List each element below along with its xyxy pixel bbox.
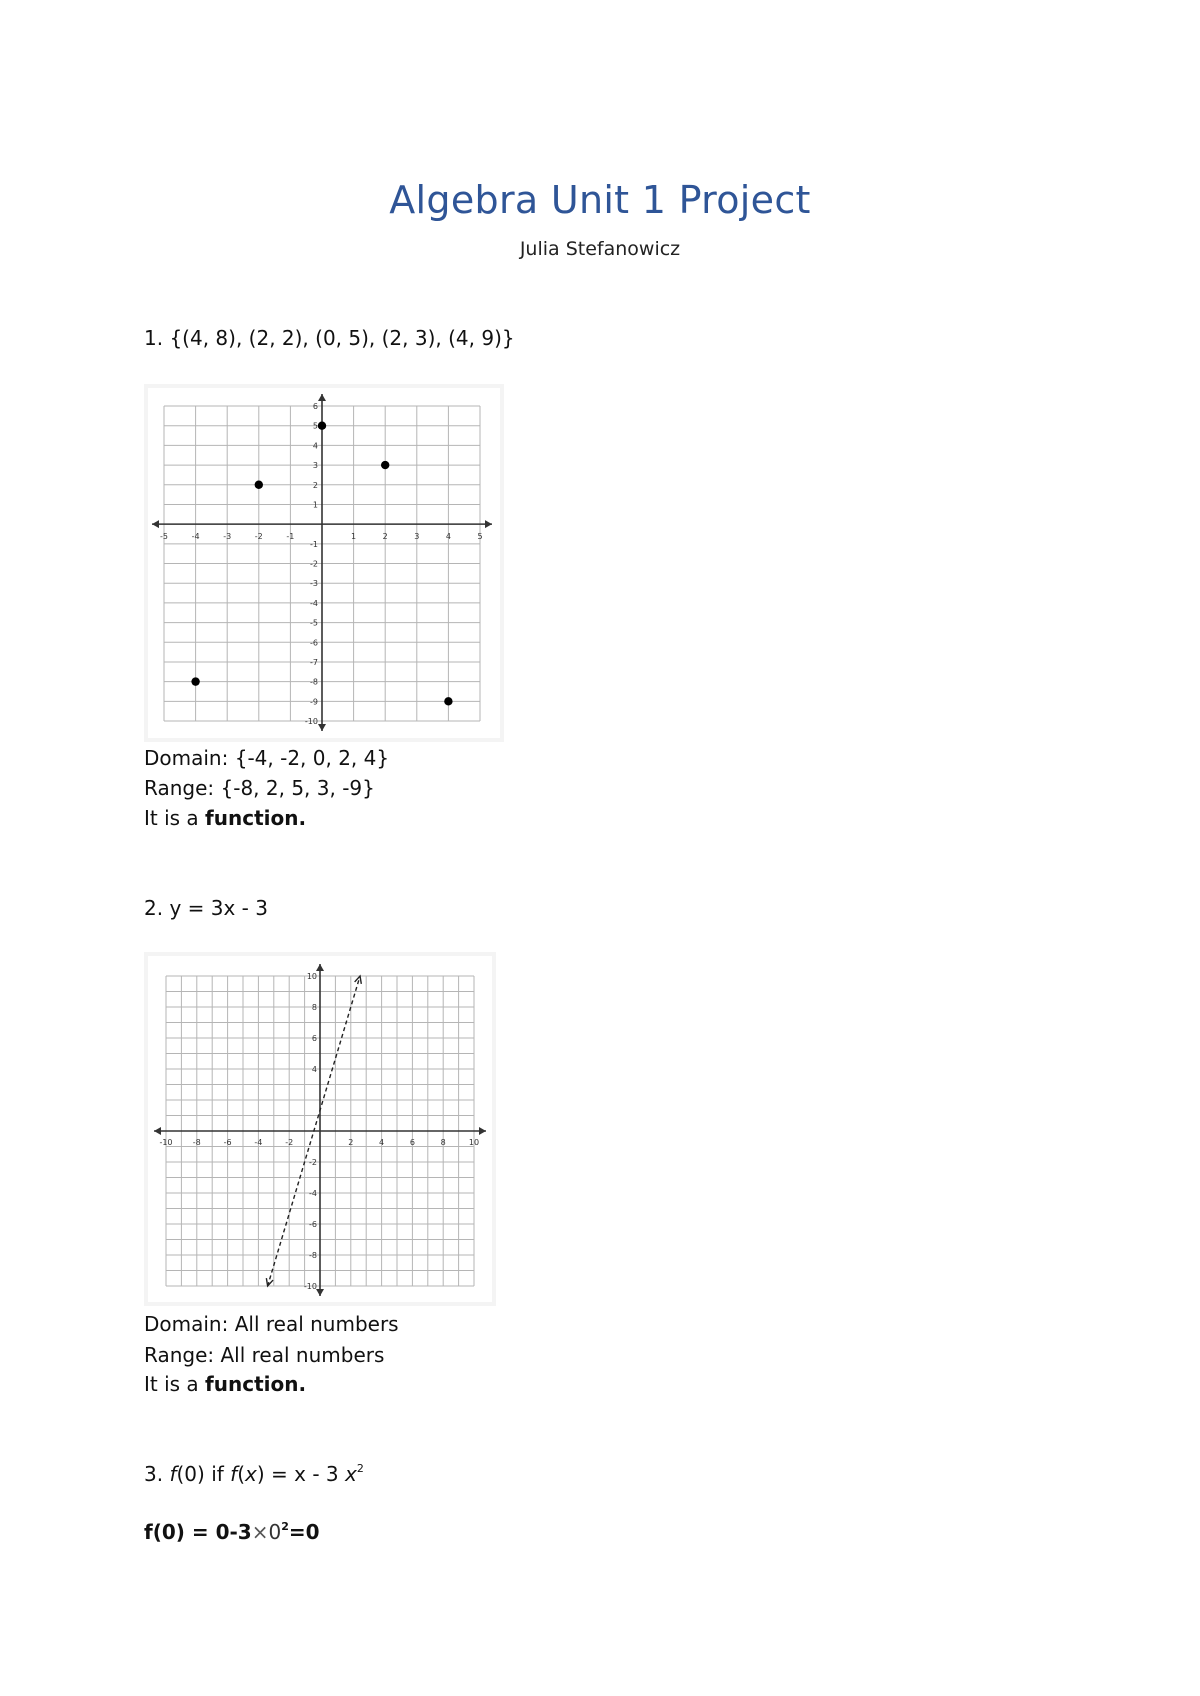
x-tick-label: 1 [351, 532, 357, 542]
q2-range-value: All real numbers [220, 1343, 385, 1367]
x-tick-label: 3 [414, 532, 420, 542]
y-tick-label: 1 [312, 500, 318, 510]
data-point [318, 421, 326, 429]
y-tick-label: 6 [311, 1034, 317, 1043]
y-tick-label: 4 [311, 1065, 317, 1074]
q3-f: f [169, 1462, 177, 1486]
q3-times: × [251, 1520, 269, 1544]
x-tick-label: -1 [286, 532, 295, 542]
y-tick-label: -6 [309, 1220, 317, 1229]
q2-equation: y = 3x - 3 [169, 896, 268, 920]
y-tick-label: -2 [309, 1158, 317, 1167]
q1-conclusion-word: function [205, 806, 299, 830]
q1-domain [144, 746, 389, 770]
q1-number: 1. [144, 326, 164, 350]
q3-answer-lhs: f(0) = 0-3 [144, 1520, 252, 1544]
y-tick-label: -10 [304, 717, 318, 726]
q2-domain-label: Domain: [144, 1312, 229, 1336]
q2-conclusion-word: function [205, 1372, 299, 1396]
q3-answer [144, 1520, 320, 1544]
x-tick-label: 4 [379, 1138, 385, 1147]
q1-range [144, 776, 375, 800]
q3-answer-exponent: 2 [281, 1520, 289, 1533]
data-point [255, 481, 263, 489]
q2-domain-value: All real numbers [234, 1312, 399, 1336]
data-point [191, 677, 199, 685]
page-title: Algebra Unit 1 Project [389, 178, 811, 222]
q1-range-value: {-8, 2, 5, 3, -9} [220, 776, 375, 800]
y-tick-label: 3 [312, 461, 318, 471]
x-tick-label: 5 [477, 532, 483, 542]
y-tick-label: -4 [309, 1189, 317, 1198]
y-tick-label: -9 [310, 697, 318, 707]
x-tick-label: -10 [159, 1138, 173, 1147]
q2-conclusion [144, 1372, 306, 1396]
author-name: Julia Stefanowicz [519, 238, 681, 260]
y-tick-label: 6 [312, 402, 318, 411]
q1-domain-value: {-4, -2, 0, 2, 4} [234, 746, 390, 770]
x-tick-label: -8 [192, 1138, 201, 1147]
x-tick-label: 2 [348, 1138, 354, 1147]
q2-range [144, 1343, 384, 1367]
q2-range-label: Range: [144, 1343, 215, 1367]
q1-conclusion [144, 806, 306, 830]
graph-2 [144, 952, 496, 1306]
y-tick-label: -6 [310, 638, 318, 648]
q3-answer-rhs: =0 [288, 1520, 320, 1544]
q3-fx-open: ( [237, 1462, 246, 1486]
y-tick-label: 10 [306, 972, 317, 981]
q3-exponent: 2 [356, 1462, 364, 1475]
q1-conclusion-period: . [298, 806, 307, 830]
q1-set: {(4, 8), (2, 2), (0, 5), (2, 3), (4, 9)} [169, 326, 515, 350]
q3-fx-rest: ) = x - 3 [256, 1462, 339, 1486]
y-tick-label: 5 [312, 421, 318, 431]
q1-domain-label: Domain: [144, 746, 229, 770]
x-tick-label: -4 [254, 1138, 263, 1147]
q3-arg: (0) [176, 1462, 205, 1486]
q3-number: 3. [144, 1462, 164, 1486]
y-tick-label: -2 [310, 559, 318, 569]
scatter-plot-1 [144, 384, 504, 742]
y-tick-label: -8 [310, 677, 318, 687]
x-tick-label: 4 [445, 532, 451, 542]
x-tick-label: -3 [223, 532, 232, 542]
q3-zero: 0 [268, 1520, 282, 1544]
line-plot-2 [144, 952, 496, 1306]
x-tick-label: -4 [191, 532, 200, 542]
y-tick-label: 2 [312, 480, 318, 490]
q3-var-x: x [345, 1462, 357, 1486]
x-tick-label: 8 [440, 1138, 446, 1147]
data-point [444, 697, 452, 705]
q1-conclusion-prefix: It is a [144, 806, 199, 830]
q1-range-label: Range: [144, 776, 215, 800]
y-tick-label: -7 [310, 657, 318, 667]
x-tick-label: 6 [409, 1138, 415, 1147]
q2-conclusion-period: . [298, 1372, 307, 1396]
data-point [381, 461, 389, 469]
x-tick-label: -2 [254, 532, 263, 542]
x-tick-label: 10 [468, 1138, 480, 1147]
x-tick-label: -2 [285, 1138, 294, 1147]
q2-domain [144, 1312, 399, 1336]
q1-heading [144, 326, 515, 350]
q3-fx-f: f [230, 1462, 238, 1486]
x-tick-label: -6 [223, 1138, 232, 1147]
q2-heading [144, 896, 268, 920]
y-tick-label: -5 [310, 618, 318, 628]
y-tick-label: -1 [310, 539, 318, 549]
q3-if: if [211, 1462, 224, 1486]
y-tick-label: 4 [312, 441, 318, 451]
y-tick-label: -8 [309, 1251, 317, 1260]
y-tick-label: -4 [310, 598, 318, 608]
q3-heading [144, 1462, 364, 1486]
q2-conclusion-prefix: It is a [144, 1372, 199, 1396]
q3-fx-x: x [245, 1462, 257, 1486]
q2-number: 2. [144, 896, 164, 920]
y-tick-label: -3 [310, 579, 318, 589]
x-tick-label: 2 [382, 532, 388, 542]
x-tick-label: -5 [160, 532, 168, 542]
y-tick-label: 8 [311, 1003, 317, 1012]
graph-1 [144, 384, 504, 742]
y-tick-label: -10 [303, 1282, 317, 1291]
